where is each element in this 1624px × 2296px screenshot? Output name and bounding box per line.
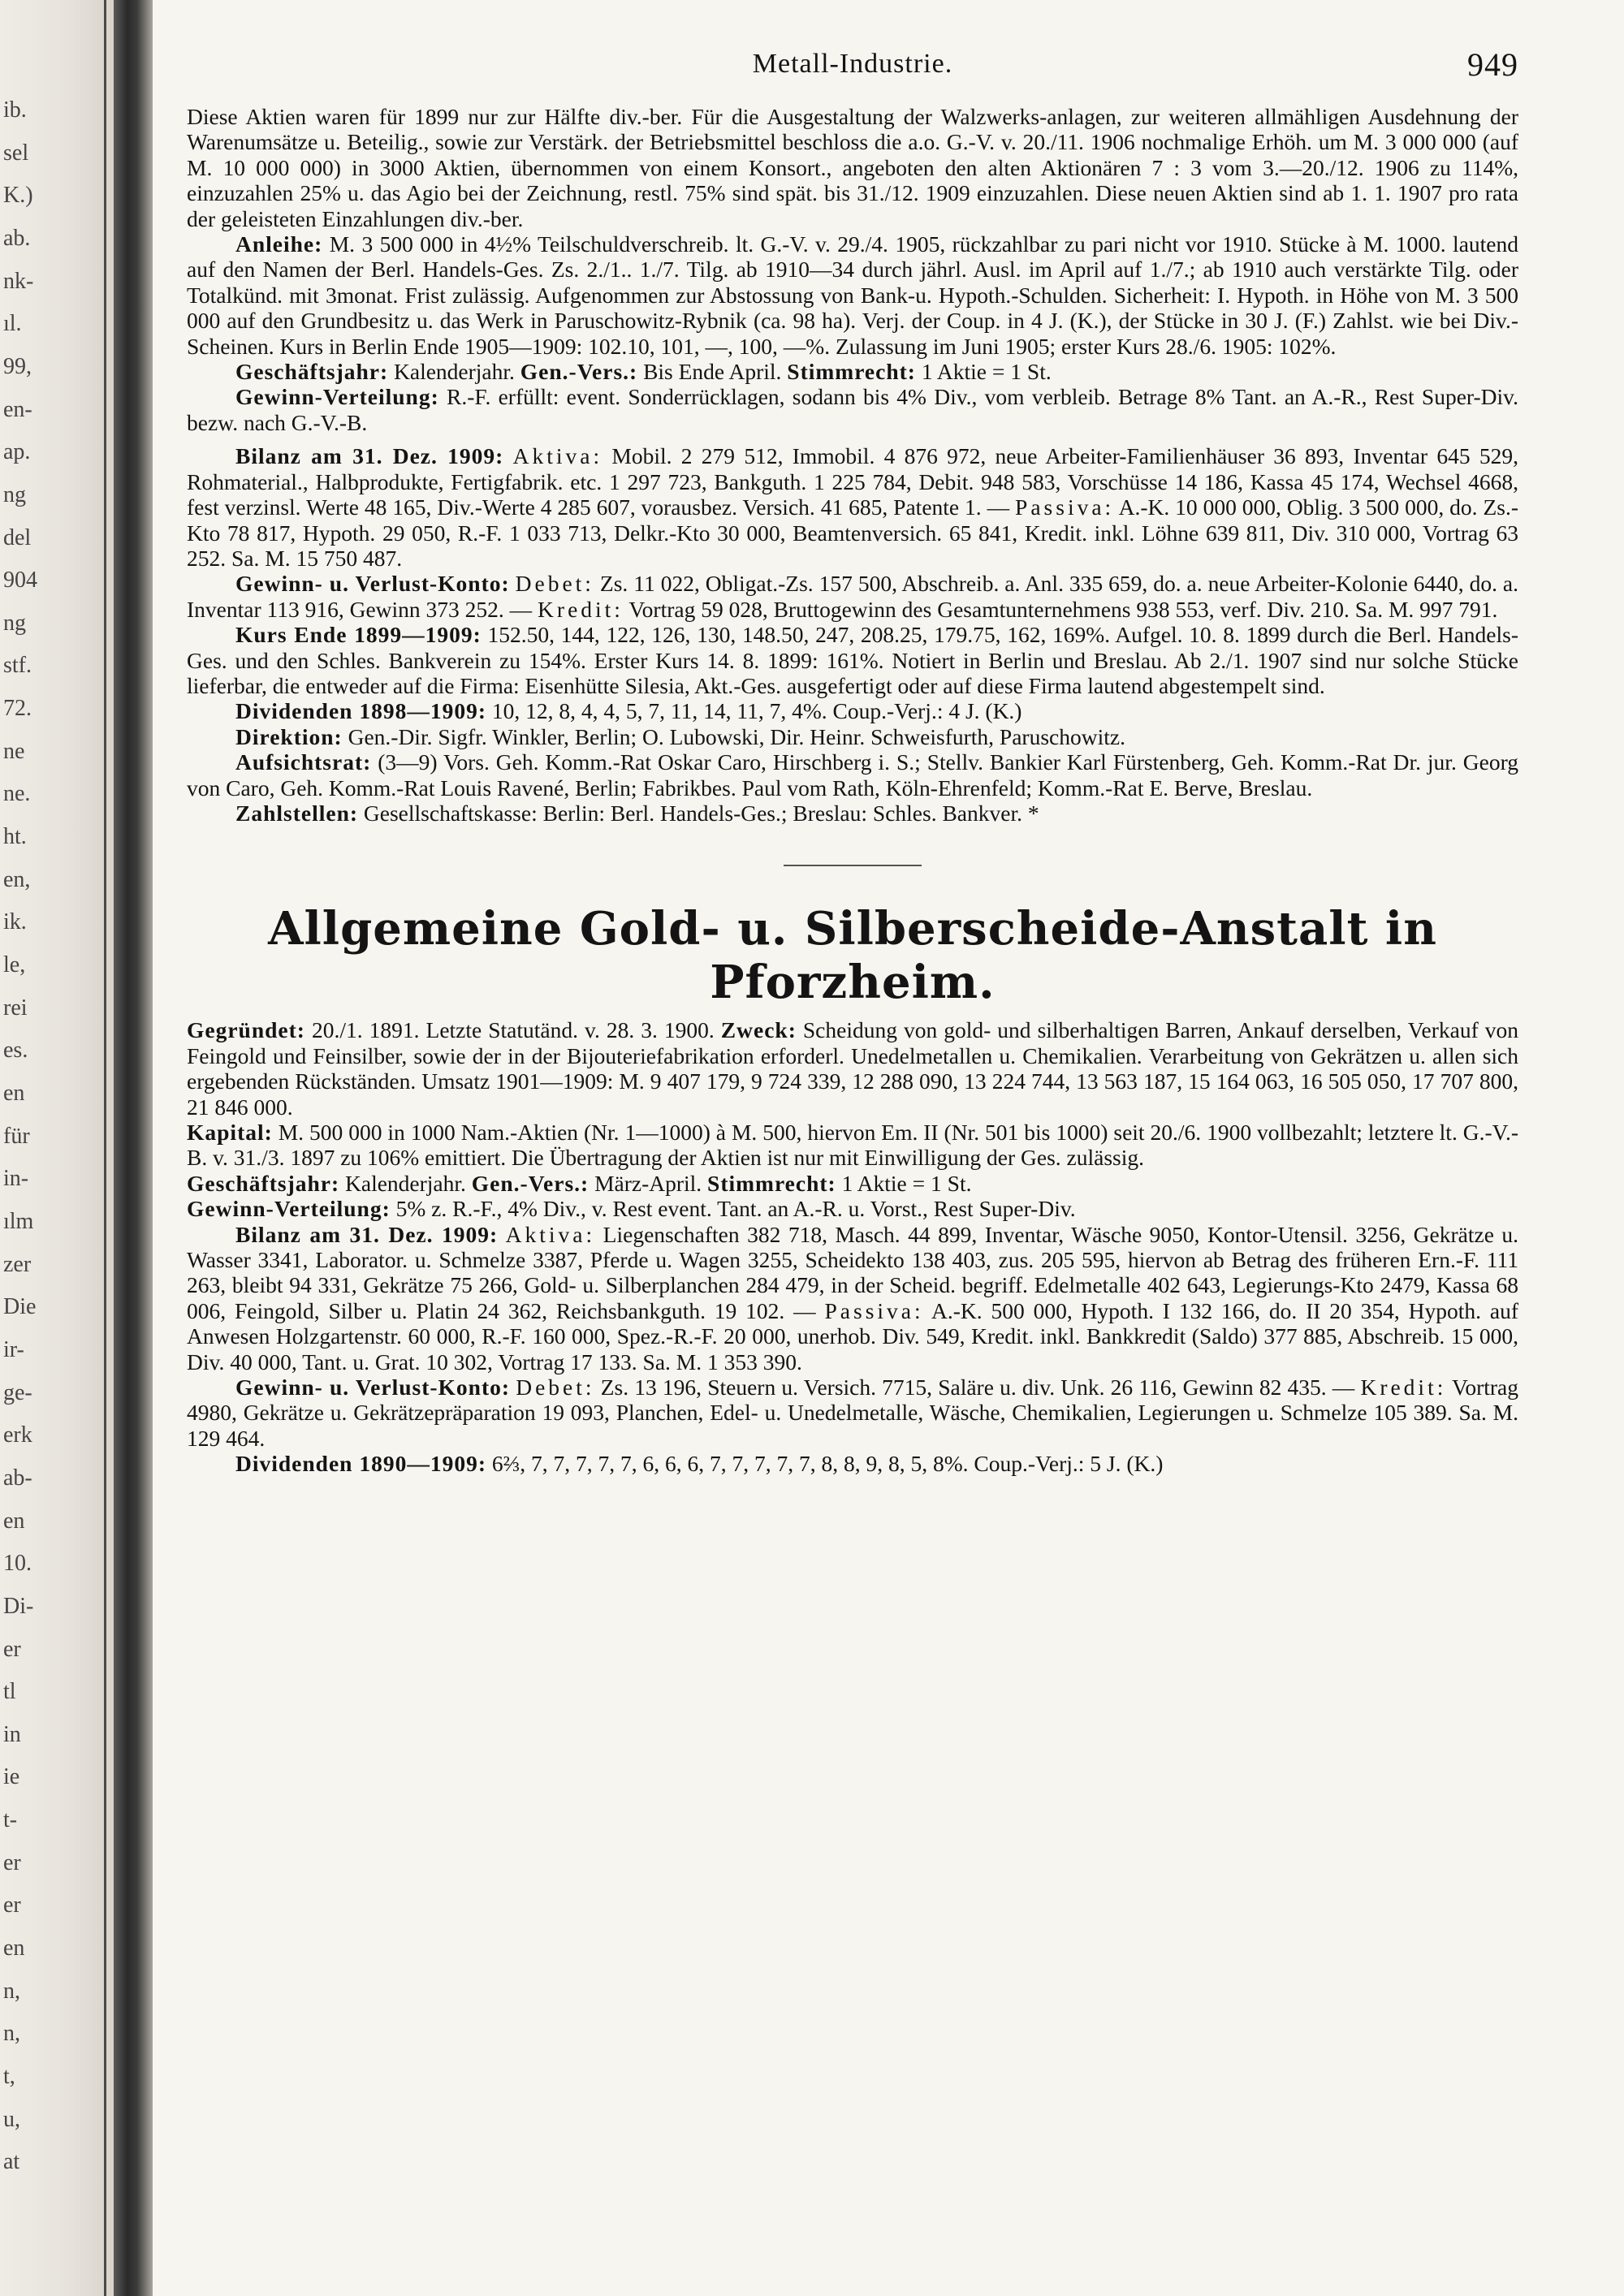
founding-purpose-paragraph: Gegründet: 20./1. 1891. Letzte Statutänd. v. 28. 3. 1900. Zweck: Scheidung von gold- und silberhaltigen Barren, Ankauf derselben, Verkauf von Feingold und Feinsilber, sowie der in der Bijouteriefabrikation erforderl. Unedelmetallen u. Chemikalien. Verarbeitung von Gekrätzen u. allen sich ergebenden Rückständen. Umsatz 1901—1909: M. 9 407 179, 9 724 339, 12 288 090, 13 224 744, 13 563 187, 15 164 063, 16 505 050, 17 707 800, 21 846 000. — [187, 1017, 1519, 1120]
paying-agents-paragraph: Zahlstellen: Gesellschaftskasse: Berlin: Berl. Handels-Ges.; Breslau: Schles. Bankver. * — [235, 800, 1039, 826]
dividends-paragraph: Dividenden 1890—1909: 6⅔, 7, 7, 7, 7, 7, 6, 6, 6, 7, 7, 7, 7, 7, 8, 8, 9, 8, 5, 8%. Coup.-Verj.: 5 J. (K.) — [235, 1451, 1164, 1477]
subsection-label: Passiva: — [824, 1297, 924, 1323]
adjacent-page-fragment: tl — [3, 1679, 16, 1704]
adjacent-page-fragment: er — [3, 1892, 21, 1918]
section-label: Direktion: — [235, 723, 343, 749]
page — [187, 0, 1518, 2296]
adjacent-page-fragment: en- — [3, 397, 32, 422]
section-label: Gen.-Vers.: — [520, 359, 638, 385]
section-label: Kurs Ende 1899—1909: — [235, 622, 482, 648]
page-number: 949 — [1467, 46, 1518, 83]
adjacent-page-fragment: für — [3, 1124, 30, 1149]
section-label: Zweck: — [720, 1017, 797, 1043]
subsection-label: Passiva: — [1015, 494, 1115, 520]
subsection-label: Kredit: — [1360, 1375, 1447, 1400]
adjacent-page-fragment: del — [3, 525, 32, 550]
fiscal-year-paragraph: Geschäftsjahr: Kalenderjahr. Gen.-Vers.: Bis Ende April. Stimmrecht: 1 Aktie = 1 St. — [235, 359, 1052, 385]
section-label: Kapital: — [187, 1120, 273, 1145]
adjacent-page-fragment: ge- — [3, 1380, 32, 1405]
adjacent-page-fragment: in — [3, 1722, 21, 1747]
book-spine-shadow — [114, 0, 153, 2296]
fiscal-year-paragraph: Geschäftsjahr: Kalenderjahr. Gen.-Vers.: März-April. Stimmrecht: 1 Aktie = 1 St. — [187, 1170, 972, 1196]
adjacent-page-fragment: t- — [3, 1807, 18, 1832]
share-price-paragraph: Kurs Ende 1899—1909: 152.50, 144, 122, 126, 130, 148.50, 247, 208.25, 179.75, 162, 169%. Aufgel. 10. 8. 1899 durch die Berl. Handels-Ges. und den Schles. Bankverein zu 154%. Erster Kurs 14. 8. 1899: 161%. Notiert in Berlin und Breslau. Ab 2./1. 1907 sind nur solche Stücke lieferbar, die entweder auf die Firma: Eisenhütte Silesia, Akt.-Ges. ausgefertigt oder auf diese Firma lautend abgestempelt sind. — [187, 622, 1518, 698]
balance-sheet-paragraph: Bilanz am 31. Dez. 1909: Aktiva: Liegenschaften 382 718, Masch. 44 899, Inventar, Wäsche 9050, Kontor-Utensil. 3256, Gekrätze u. Wasser 3341, Laborator. u. Schmelze 3387, Pferde u. Wagen 3255, Scheidekto 138 403, zus. 205 595, hiervon ab Betrag des früheren Ern.-F. 111 263, bleibt 94 331, Gekrätze 75 266, Gold- u. Silberplanchen 284 479, in der Scheid. begriff. Edelmetalle 402 643, Legierungs-Kto 2479, Kassa 68 006, Feingold, Silber u. Platin 24 362, Reichsbankguth. 19 102. — Passiva: A.-K. 500 000, Hypoth. I 132 166, do. II 20 354, Hypoth. auf Anwesen Holzgartenstr. 60 000, R.-F. 160 000, Spez.-R.-F. 20 000, unerhob. Div. 549, Kredit. inkl. Bankkredit (Saldo) 377 885, Abschreib. 15 000, Div. 40 000, Tant. u. Grat. 10 302, Vortrag 17 133. Sa. M. 1 353 390. — [187, 1221, 1519, 1375]
profit-distribution-paragraph: Gewinn-Verteilung: R.-F. erfüllt: event. Sonderrücklagen, sodann bis 4% Div., vom verbleib. Betrage 8% Tant. an A.-R., Rest Super-Div. bezw. nach G.-V.-B. — [187, 384, 1519, 435]
balance-sheet-paragraph: Bilanz am 31. Dez. 1909: Aktiva: Mobil. 2 279 512, Immobil. 4 876 972, neue Arbeiter-Familienhäuser 36 893, Inventar 645 529, Rohmaterial., Halbprodukte, Fertigfabrik. etc. 1 297 723, Bankguth. 1 225 784, Debit. 948 583, Vorschüsse 14 186, Kassa 45 174, Wechsel 4668, fest verzinsl. Werte 48 165, Div.-Werte 4 285 607, vorausbez. Versich. 41 685, Patente 1. — Passiva: A.-K. 10 000 000, Oblig. 3 500 000, do. Zs.-Kto 78 817, Hypoth. 29 050, R.-F. 1 033 713, Delkr.-Kto 30 000, Beamtenversich. 65 841, Kredit. inkl. Löhne 639 811, Div. 310 000, Vortrag 63 252. Sa. M. 15 750 487. — [187, 443, 1519, 571]
management-paragraph: Direktion: Gen.-Dir. Sigfr. Winkler, Berlin; O. Lubowski, Dir. Heinr. Schweisfurth, Paruschowitz. — [235, 723, 1125, 749]
adjacent-page-fragment: K.) — [3, 183, 33, 208]
subsection-label: Aktiva: — [505, 1221, 596, 1247]
section-label: Zahlstellen: — [235, 800, 359, 826]
section-label: Geschäftsjahr: — [187, 1170, 340, 1196]
adjacent-page-fragment: ir- — [3, 1337, 24, 1362]
section-label: Stimmrecht: — [707, 1170, 836, 1196]
adjacent-page-fragment: 99, — [3, 354, 32, 379]
section-label: Anleihe: — [235, 231, 323, 257]
section-label: Gewinn- u. Verlust-Konto: — [235, 1375, 511, 1400]
profit-loss-paragraph: Gewinn- u. Verlust-Konto: Debet: Zs. 13 196, Steuern u. Versich. 7715, Saläre u. div. Unk. 26 116, Gewinn 82 435. — Kredit: Vortrag 4980, Gekrätze u. Gekrätzepräparation 19 093, Planchen, Edel- u. Unedelmetalle, Wäsche, Chemikalien, Legierungen u. Schmelze 105 389. Sa. M. 129 464. — [187, 1375, 1519, 1451]
adjacent-page-fragment: zer — [3, 1252, 32, 1277]
subsection-label: Aktiva: — [512, 443, 603, 469]
adjacent-page-fragment: ılm — [3, 1209, 34, 1234]
adjacent-page-fragment: 72. — [3, 696, 32, 721]
section-label: Gewinn-Verteilung: — [235, 384, 439, 410]
adjacent-page-fragment: en — [3, 1508, 25, 1534]
adjacent-page-fragment: ne — [3, 739, 25, 764]
adjacent-page-fragment: in- — [3, 1166, 29, 1191]
adjacent-page-fragment: ht. — [3, 824, 27, 849]
running-title: Metall-Industrie. — [752, 49, 953, 79]
adjacent-page-fragment: n, — [3, 2021, 20, 2046]
adjacent-page-fragment: es. — [3, 1038, 28, 1063]
section-label: Dividenden 1890—1909: — [235, 1451, 487, 1477]
adjacent-page-fragment: ıl. — [3, 311, 22, 336]
adjacent-page-fragment: ie — [3, 1764, 20, 1789]
section-label: Geschäftsjahr: — [235, 359, 389, 385]
adjacent-page-fragment: er — [3, 1850, 21, 1875]
capital-paragraph: Kapital: M. 500 000 in 1000 Nam.-Aktien (Nr. 1—1000) à M. 500, hiervon Em. II (Nr. 501 bis 1000) seit 20./6. 1900 vollbezahlt; letztere lt. G.-V.-B. v. 31./3. 1897 zu 106% emittiert. Die Übertragung der Aktien ist nur mit Einwilligung der Ges. zulässig. — [187, 1120, 1519, 1171]
adjacent-page-fragment: 10. — [3, 1551, 32, 1576]
adjacent-page-fragment: ap. — [3, 439, 31, 464]
adjacent-page-fragment: rei — [3, 995, 28, 1021]
section-label: Gen.-Vers.: — [471, 1170, 590, 1196]
adjacent-page-fragment: sel — [3, 140, 29, 166]
share-issue-paragraph: Diese Aktien waren für 1899 nur zur Hälfte div.-ber. Für die Ausgestaltung der Walzwerks-anlagen, zur weiteren allmähligen Ausdehnung der Warenumsätze u. Beteilig., sowie zur Verstärk. der Betriebsmittel beschloss die a.o. G.-V. v. 20./11. 1906 nochmalige Erhöh. um M. 3 000 000 (auf M. 10 000 000) in 3000 Aktien, übernommen von einem Konsort., angeboten den alten Aktionären 7 : 3 vom 3.—20./12. 1906 zu 114%, einzuzahlen 25% u. das Agio bei der Zeichnung, restl. 75% sind spät. bis 31./12. 1909 einzuzahlen. Diese neuen Aktien sind ab 1. 1. 1907 pro rata der geleisteten Einzahlungen div.-ber. — [187, 104, 1518, 231]
adjacent-page-fragment: ng — [3, 611, 26, 636]
company-entry — [187, 902, 1518, 1476]
adjacent-page-fragment: ab- — [3, 1465, 32, 1491]
bond-paragraph: Anleihe: M. 3 500 000 in 4½% Teilschuldverschreib. lt. G.-V. v. 29./4. 1905, rückzahlbar zu pari nicht vor 1910. Stücke à M. 1000. lautend auf den Namen der Berl. Handels-Ges. Zs. 2./1.. 1./7. Tilg. ab 1910—34 durch jährl. Ausl. im April auf 1./7.; ab 1910 auch verstärkte Tilg. oder Totalkünd. mit 3monat. Frist zulässig. Aufgenommen zur Abstossung von Bank-u. Hypoth.-Schulden. Sicherheit: I. Hypoth. in Höhe von M. 3 500 000 auf den Grundbesitz u. das Werk in Paruschowitz-Rybnik (ca. 98 ha). Verj. der Coup. in 4 J. (K.), der Stücke in 30 J. (F.) Zahlst. wie bei Div.-Scheinen. Kurs in Berlin Ende 1905—1909: 102.10, 101, —, 100, —%. Zulassung im Juni 1905; erster Kurs 28./6. 1905: 102%. — [187, 231, 1518, 359]
adjacent-page-fragment: er — [3, 1637, 21, 1662]
adjacent-page-fragment: ib. — [3, 97, 27, 123]
adjacent-page-fragment: ik. — [3, 909, 27, 934]
adjacent-page-fragment: t, — [3, 2064, 15, 2089]
profit-loss-paragraph: Gewinn- u. Verlust-Konto: Debet: Zs. 11 022, Obligat.-Zs. 157 500, Abschreib. a. Anl. 335 659, do. a. neue Arbeiter-Kolonie 6440, do. a. Inventar 113 916, Gewinn 373 252. — Kredit: Vortrag 59 028, Bruttogewinn des Gesamtunternehmens 938 553, verf. Div. 210. Sa. M. 997 791. — [187, 571, 1519, 622]
dividends-paragraph: Dividenden 1898—1909: 10, 12, 8, 4, 4, 5, 7, 11, 14, 11, 7, 4%. Coup.-Verj.: 4 J. (K.) — [235, 698, 1022, 724]
adjacent-page-fragment: ng — [3, 482, 26, 507]
adjacent-page-fragment: ne. — [3, 781, 31, 806]
adjacent-page-fragment: n, — [3, 1979, 20, 2004]
section-label: Gewinn- u. Verlust-Konto: — [235, 571, 510, 597]
adjacent-page-fragment: erk — [3, 1422, 32, 1448]
adjacent-page-fragment: nk- — [3, 269, 34, 294]
subsection-label: Debet: — [515, 571, 594, 597]
adjacent-page-rule — [104, 0, 106, 2296]
adjacent-page-fragment: en, — [3, 867, 31, 892]
company-entry-continued — [187, 104, 1518, 826]
adjacent-page-fragment: u, — [3, 2107, 20, 2132]
section-label: Bilanz am 31. Dez. 1909: — [235, 443, 504, 469]
adjacent-page-fragment: en — [3, 1081, 25, 1106]
adjacent-page-fragment: stf. — [3, 653, 32, 678]
section-label: Bilanz am 31. Dez. 1909: — [235, 1221, 499, 1247]
supervisory-board-paragraph: Aufsichtsrat: (3—9) Vors. Geh. Komm.-Rat Oskar Caro, Hirschberg i. S.; Stellv. Bankier Karl Fürstenberg, Geh. Komm.-Rat Dr. jur. Georg von Caro, Geh. Komm.-Rat Louis Ravené, Berlin; Fabrikbes. Paul vom Rath, Köln-Ehrenfeld; Komm.-Rat E. Berve, Breslau. — [187, 749, 1518, 801]
section-label: Gegründet: — [187, 1017, 305, 1043]
subsection-label: Debet: — [516, 1375, 595, 1400]
adjacent-page-fragment: en — [3, 1936, 25, 1961]
company-title: Allgemeine Gold- u. Silberscheide-Anstalt in Pforzheim. — [268, 902, 1437, 1010]
adjacent-page-fragment: Die — [3, 1294, 37, 1319]
adjacent-page-fragment: le, — [3, 952, 26, 978]
section-label: Gewinn-Verteilung: — [187, 1196, 391, 1222]
section-label: Aufsichtsrat: — [235, 749, 372, 775]
adjacent-page-fragment: Di- — [3, 1594, 34, 1619]
section-label: Dividenden 1898—1909: — [235, 698, 487, 724]
section-label: Stimmrecht: — [787, 359, 916, 385]
adjacent-page-fragment: ab. — [3, 226, 31, 251]
section-divider — [784, 865, 922, 866]
profit-distribution-paragraph: Gewinn-Verteilung: 5% z. R.-F., 4% Div., v. Rest event. Tant. an A.-R. u. Vorst., Rest Super-Div. — [187, 1196, 1076, 1222]
page-body — [187, 104, 1518, 1477]
adjacent-page-fragment: at — [3, 2149, 20, 2174]
page-header — [187, 45, 1518, 86]
adjacent-page-fragment: 904 — [3, 568, 37, 593]
subsection-label: Kredit: — [538, 596, 624, 622]
